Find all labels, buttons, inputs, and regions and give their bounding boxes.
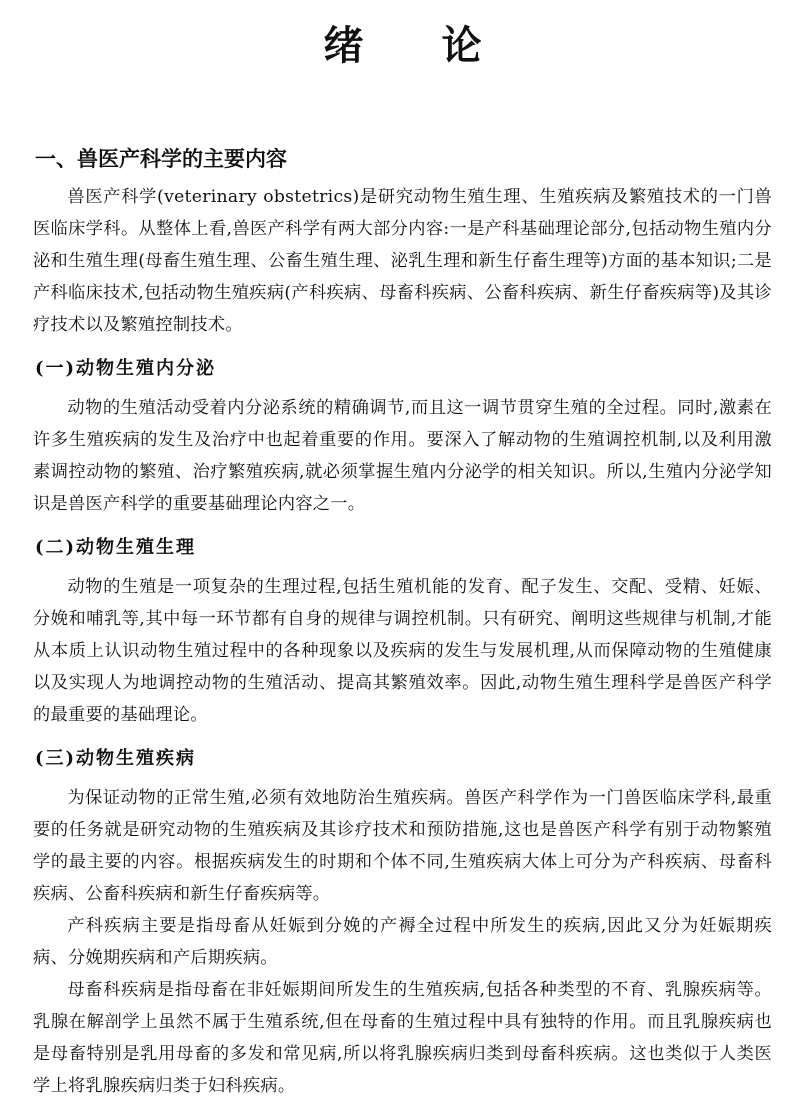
paragraph-endocrine: 动物的生殖活动受着内分泌系统的精确调节,而且这一调节贯穿生殖的全过程。同时,激素在许多生殖疾病的发生及治疗中也起着重要的作用。要深入了解动物的生殖调控机制,以及利用激素调控动物的繁殖、治疗繁殖疾病,就必须掌握生殖内分泌学的相关知识。所以,生殖内分泌学知识是兽医产科学的重要基础理论内容之一。 [33,398,772,514]
section-heading: 一、兽医产科学的主要内容 [35,147,287,171]
paragraph-diseases-1: 为保证动物的正常生殖,必须有效地防治生殖疾病。兽医产科学作为一门兽医临床学科,最重要的任务就是研究动物的生殖疾病及其诊疗技术和预防措施,这也是兽医产科学有别于动物繁殖学的最主要的内容。根据疾病发生的时期和个体不同,生殖疾病大体上可分为产科疾病、母畜科疾病、公畜科疾病和新生仔畜疾病等。 [33,788,772,904]
section-intro-paragraph: 兽医产科学(veterinary obstetrics)是研究动物生殖生理、生殖疾病及繁殖技术的一门兽医临床学科。从整体上看,兽医产科学有两大部分内容:一是产科基础理论部分,包括动物生殖内分泌和生殖生理(母畜生殖生理、公畜生殖生理、泌乳生理和新生仔畜生理等)方面的基本知识;二是产科临床技术,包括动物生殖疾病(产科疾病、母畜科疾病、公畜科疾病、新生仔畜疾病等)及其诊疗技术以及繁殖控制技术。 [33,187,772,335]
paragraph-diseases-2: 产科疾病主要是指母畜从妊娠到分娩的产褥全过程中所发生的疾病,因此又分为妊娠期疾病、分娩期疾病和产后期疾病。 [33,916,772,968]
subsection-heading-diseases: (三)动物生殖疾病 [35,748,197,769]
subsection-heading-physiology: (二)动物生殖生理 [35,537,197,558]
paragraph-diseases-3: 母畜科疾病是指母畜在非妊娠期间所发生的生殖疾病,包括各种类型的不育、乳腺疾病等。乳腺在解剖学上虽然不属于生殖系统,但在母畜的生殖过程中具有独特的作用。而且乳腺疾病也是母畜特别是乳用母畜的多发和常见病,所以将乳腺疾病归类到母畜科疾病。这也类似于人类医学上将乳腺疾病归类于妇科疾病。 [33,980,772,1096]
subsection-heading-endocrine: (一)动物生殖内分泌 [35,358,217,379]
paragraph-physiology: 动物的生殖是一项复杂的生理过程,包括生殖机能的发育、配子发生、交配、受精、妊娠、分娩和哺乳等,其中每一环节都有自身的规律与调控机制。只有研究、阐明这些规律与机制,才能从本质上认识动物生殖过程中的各种现象以及疾病的发生与发展机理,从而保障动物的生殖健康以及实现人为地调控动物的生殖活动、提高其繁殖效率。因此,动物生殖生理科学是兽医产科学的最重要的基础理论。 [33,577,772,725]
chapter-title: 绪论 [323,23,560,69]
